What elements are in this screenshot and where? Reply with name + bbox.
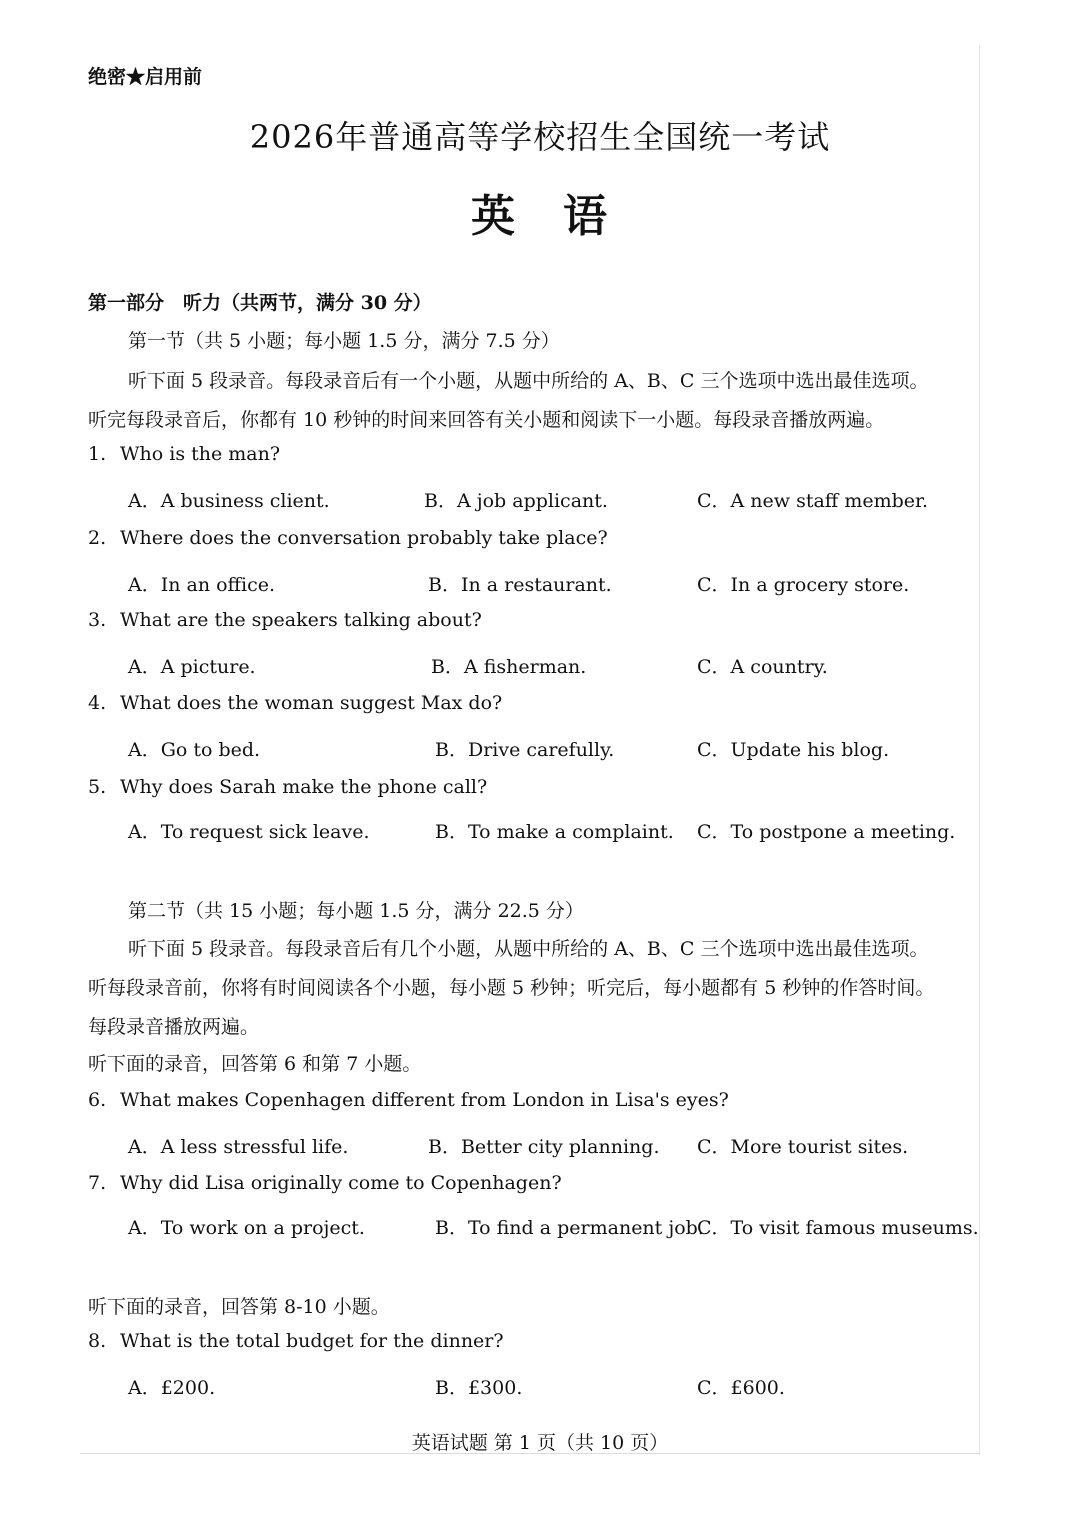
group2-header: 听下面的录音，回答第 8-10 小题。 — [88, 1296, 390, 1318]
q8-option-c: C．£600. — [697, 1377, 785, 1399]
section2-instruction-line3: 每段录音播放两遍。 — [88, 1016, 260, 1038]
question-text: Why did Lisa originally come to Copenhagen? — [120, 1172, 562, 1194]
q1-option-c: C．A new staff member. — [697, 490, 929, 512]
q3-option-a: A．A picture. — [128, 656, 256, 678]
q2-option-a: A．In an office. — [128, 574, 276, 596]
q4-option-b: B．Drive carefully. — [435, 739, 615, 761]
subject-title: 英 语 — [471, 191, 609, 242]
q2-option-b: B．In a restaurant. — [428, 574, 612, 596]
question-text: Why does Sarah make the phone call? — [120, 776, 488, 798]
q8-option-a: A．£200. — [128, 1377, 216, 1399]
question-number: 1. — [88, 443, 107, 465]
question-number: 7. — [88, 1172, 107, 1194]
question-number: 3. — [88, 609, 107, 631]
q8-option-b: B．£300. — [435, 1377, 523, 1399]
page-footer: 英语试题 第 1 页（共 10 页） — [411, 1432, 669, 1454]
exam-title: 2026年普通高等学校招生全国统一考试 — [249, 118, 831, 156]
question-8 — [88, 1330, 504, 1352]
q6-option-b: B．Better city planning. — [428, 1136, 660, 1158]
q6-option-c: C．More tourist sites. — [697, 1136, 909, 1158]
q2-option-c: C．In a grocery store. — [697, 574, 910, 596]
question-number: 4. — [88, 692, 107, 714]
question-4 — [88, 692, 502, 714]
confidential-label: 绝密★启用前 — [88, 66, 203, 88]
question-text: Who is the man? — [120, 443, 281, 465]
section2-instruction-line2: 听每段录音前，你将有时间阅读各个小题，每小题 5 秒钟；听完后，每小题都有 5 秒钟的作答时间。 — [88, 977, 935, 999]
q7-option-b: B．To find a permanent job. — [435, 1217, 704, 1239]
part1-title: 第一部分 听力（共两节，满分 30 分） — [88, 292, 432, 314]
section2-instruction-line1: 听下面 5 段录音。每段录音后有几个小题，从题中所给的 A、B、C 三个选项中选出最佳选项。 — [128, 938, 929, 960]
q5-option-a: A．To request sick leave. — [128, 821, 370, 843]
section1-instruction-line2: 听完每段录音后，你都有 10 秒钟的时间来回答有关小题和阅读下一小题。每段录音播放两遍。 — [88, 409, 885, 431]
section1-title: 第一节（共 5 小题；每小题 1.5 分，满分 7.5 分） — [128, 330, 560, 352]
q4-option-a: A．Go to bed. — [128, 739, 261, 761]
question-text: What are the speakers talking about? — [120, 609, 482, 631]
q7-option-c: C．To visit famous museums. — [697, 1217, 979, 1239]
question-5 — [88, 776, 487, 798]
question-7 — [88, 1172, 562, 1194]
question-text: What makes Copenhagen different from London in Lisa's eyes? — [120, 1089, 729, 1111]
q4-option-c: C．Update his blog. — [697, 739, 890, 761]
question-6 — [88, 1089, 729, 1111]
question-text: What is the total budget for the dinner? — [120, 1330, 504, 1352]
question-text: Where does the conversation probably take place? — [120, 527, 608, 549]
question-1 — [88, 443, 280, 465]
q3-option-c: C．A country. — [697, 656, 828, 678]
q5-option-c: C．To postpone a meeting. — [697, 821, 956, 843]
q1-option-b: B．A job applicant. — [424, 490, 608, 512]
question-3 — [88, 609, 482, 631]
q5-option-b: B．To make a complaint. — [435, 821, 674, 843]
page-edge-right — [979, 45, 980, 1455]
question-number: 8. — [88, 1330, 107, 1352]
group1-header: 听下面的录音，回答第 6 和第 7 小题。 — [88, 1053, 422, 1075]
section1-instruction-line1: 听下面 5 段录音。每段录音后有一个小题，从题中所给的 A、B、C 三个选项中选出最佳选项。 — [128, 370, 929, 392]
question-2 — [88, 527, 608, 549]
q6-option-a: A．A less stressful life. — [128, 1136, 349, 1158]
question-number: 5. — [88, 776, 107, 798]
q1-option-a: A．A business client. — [128, 490, 330, 512]
q3-option-b: B．A fisherman. — [431, 656, 587, 678]
question-number: 6. — [88, 1089, 107, 1111]
question-number: 2. — [88, 527, 107, 549]
question-text: What does the woman suggest Max do? — [120, 692, 503, 714]
section2-title: 第二节（共 15 小题；每小题 1.5 分，满分 22.5 分） — [128, 900, 584, 922]
q7-option-a: A．To work on a project. — [128, 1217, 365, 1239]
